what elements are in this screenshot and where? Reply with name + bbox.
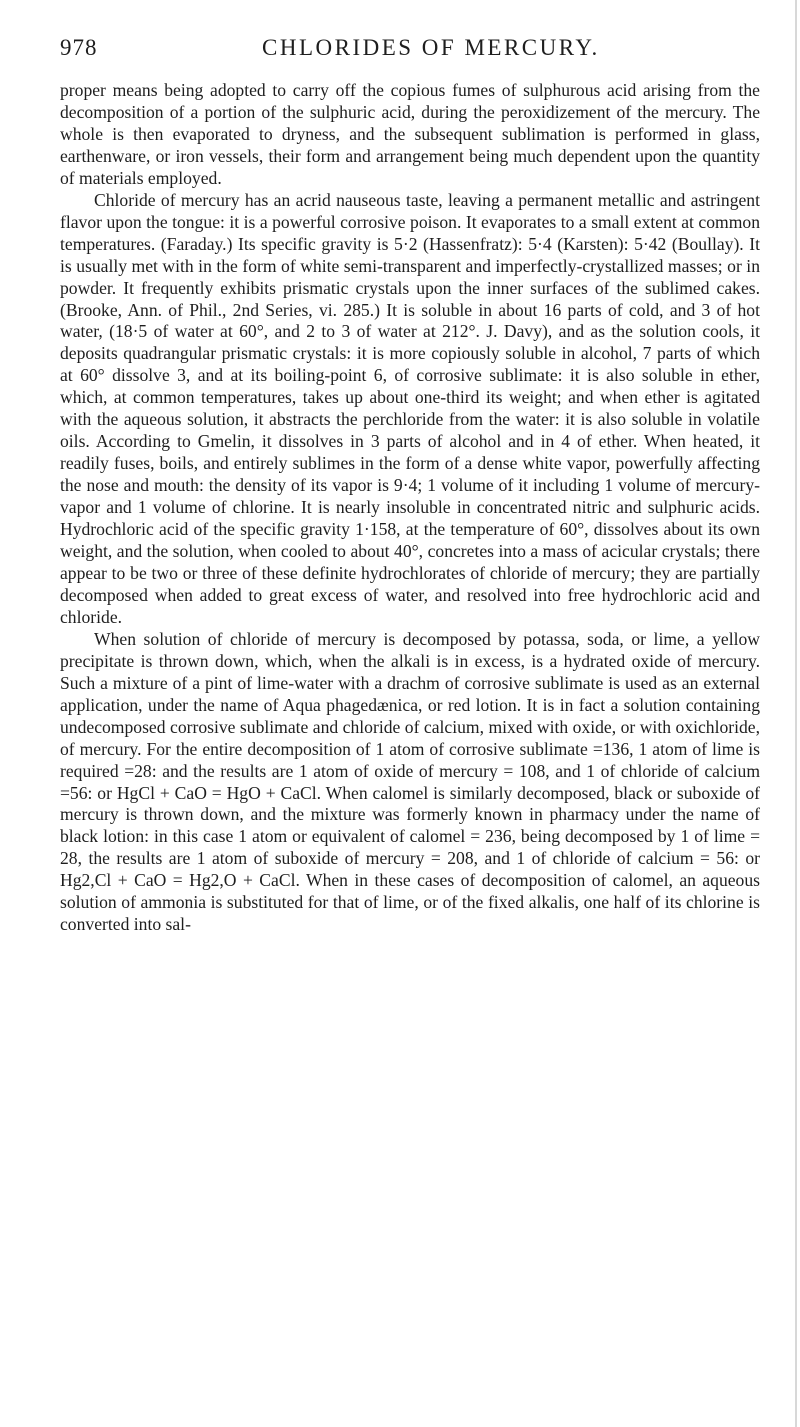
page-edge — [795, 0, 797, 1427]
page-number: 978 — [60, 35, 98, 60]
page-header — [60, 35, 758, 75]
paragraph-1: proper means being adopted to carry off the copious fumes of sulphurous acid arising from the decomposition of a portion of the sulphuric acid, during the peroxidizement of the mercury. The whole is then evaporated to dryness, and the subsequent sublimation is performed in glass, earthenware, or iron vessels, their form and arrangement being much dependent upon the quantity of materials employed. — [60, 80, 760, 188]
paragraph-2: Chloride of mercury has an acrid nauseous taste, leaving a permanent metallic and astringent flavor upon the tongue: it is a powerful corrosive poison. It evaporates to a small extent at common temperatures. (Faraday.) Its specific gravity is 5·2 (Hassenfratz): 5·4 (Karsten): 5·42 (Boullay). It is usually met with in the form of white semi-transparent and imperfectly-crystallized masses; or in powder. It frequently exhibits prismatic crystals upon the inner surfaces of the sublimed cakes. (Brooke, Ann. of Phil., 2nd Series, vi. 285.) It is soluble in about 16 parts of cold, and 3 of hot water, (18·5 of water at 60°, and 2 to 3 of water at 212°. J. Davy), and as the solution cools, it deposits quadrangular prismatic crystals: it is more copiously soluble in alcohol, 7 parts of which at 60° dissolve 3, and at its boiling-point 6, of corrosive sublimate: it is also soluble in ether, which, at common temperatures, takes up about one-third its weight; and when ether is agitated with the aqueous solution, it abstracts the perchloride from the water: it is also soluble in volatile oils. According to Gmelin, it dissolves in 3 parts of alcohol and in 4 of ether. When heated, it readily fuses, boils, and entirely sublimes in the form of a dense white vapor, powerfully affecting the nose and mouth: the density of its vapor is 9·4; 1 volume of it including 1 volume of mercury-vapor and 1 volume of chlorine. It is nearly insoluble in concentrated nitric and sulphuric acids. Hydrochloric acid of the specific gravity 1·158, at the temperature of 60°, dissolves about its own weight, and the solution, when cooled to about 40°, concretes into a mass of acicular crystals; there appear to be two or three of these definite hydrochlorates of chloride of mercury; they are partially decomposed when added to great excess of water, and resolved into free hydrochloric acid and chloride. — [60, 189, 760, 627]
paragraph-3: When solution of chloride of mercury is decomposed by potassa, soda, or lime, a yellow precipitate is thrown down, which, when the alkali is in excess, is a hydrated oxide of mercury. Such a mixture of a pint of lime-water with a drachm of corrosive sublimate is used as an external application, under the name of Aqua phagedænica, or red lotion. It is in fact a solution containing undecomposed corrosive sublimate and chloride of calcium, mixed with oxide, or with oxichloride, of mercury. For the entire decomposition of 1 atom of corrosive sublimate =136, 1 atom of lime is required =28: and the results are 1 atom of oxide of mercury = 108, and 1 of chloride of calcium =56: or HgCl + CaO = HgO + CaCl. When calomel is similarly decomposed, black or suboxide of mercury is thrown down, and the mixture was formerly known in pharmacy under the name of black lotion: in this case 1 atom or equivalent of calomel = 236, being decomposed by 1 of lime = 28, the results are 1 atom of suboxide of mercury = 208, and 1 of chloride of calcium = 56: or Hg2,Cl + CaO = Hg2,O + CaCl. When in these cases of decomposition of calomel, an aqueous solution of ammonia is substituted for that of lime, or of the fixed alkalis, one half of its chlorine is converted into sal- — [60, 628, 760, 935]
body-text — [60, 80, 760, 936]
running-title: CHLORIDES OF MERCURY. — [262, 35, 600, 60]
